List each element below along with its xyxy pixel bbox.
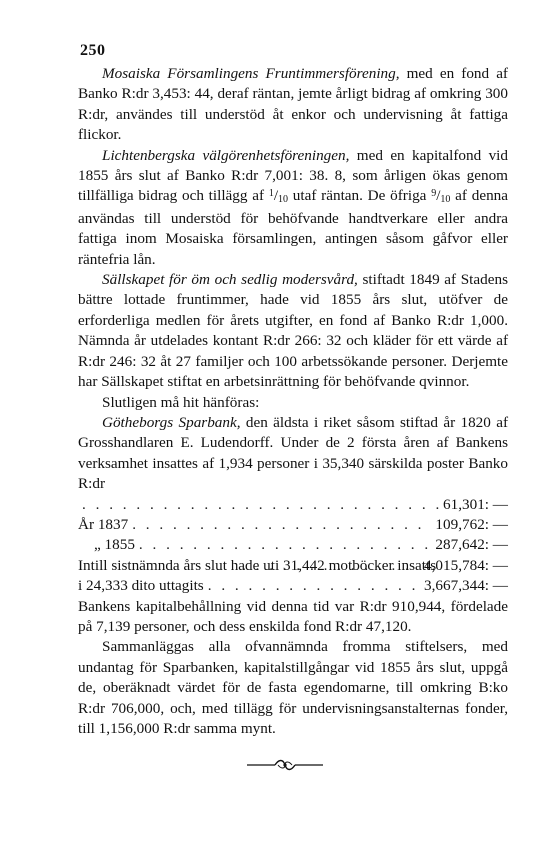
typographic-ornament-icon: [245, 758, 325, 772]
paragraph-lichtenbergska: Lichtenbergska välgörenhetsföreningen, med en kapitalfond vid 1855 års slut af Banko R:dr 7,001: 38. 8, som årligen ökas genom tillfälliga bidrag och tillägg af $^1$/10 utaf räntan. De öfriga $^9$/10 af denna användas till understöd för behöfvande handtverkare eller andra fattiga inom Mosaiska församlingen, antingen såsom gåfvor eller räntefria lån.: [78, 146, 509, 268]
ledger-label: „ 1855: [94, 536, 135, 554]
paragraph-text: utaf räntan. De öfriga: [288, 187, 432, 205]
leader-dots: [139, 535, 432, 555]
paragraph-sammanlaggning: Sammanläggas alla ofvannämnda fromma stiftelsers, med undantag för Sparbanken, kapitalstillgångar vid 1855 års slut, uppgå de, oberäknadt värdet för de fasta egendomarne, till omkring B:ko R:dr 706,000, och, med tillägg för undervisningsanstalternas fonder, till 1,156,000 R:dr samma mynt.: [78, 638, 508, 738]
leader-dots: [132, 515, 431, 535]
page-body: [78, 64, 508, 739]
ledger-intro: Intill sistnämnda års slut hade uti 31,442 motböcker insatts: [78, 556, 437, 574]
paragraph-text: med en fond af Banko R:dr 3,453: 44, deraf räntan, jemte årligt bidrag af omkring 300 R:dr, användes till understöd åt enkor och undervisning åt fattiga flickor.: [78, 65, 508, 144]
ledger-label: i 24,333 dito uttagits: [78, 577, 204, 595]
fraction-denominator: 10: [440, 194, 451, 206]
ledger-value: 287,642: —: [435, 536, 508, 554]
paragraph-lead: Götheborgs Sparbank,: [102, 413, 241, 431]
ledger-value: 4,015,784: —: [424, 556, 508, 574]
ledger-row: [78, 515, 508, 535]
paragraph-kapitalbehallning: Bankens kapitalbehållning vid denna tid var R:dr 910,944, fördelade på 7,139 personer, och dess enskilda fond R:dr 47,120.: [78, 597, 508, 635]
ledger-row: [78, 535, 508, 555]
fraction-numerator: 9: [431, 188, 437, 200]
paragraph-sparbank: [78, 413, 508, 495]
paragraph-lead: Sällskapet för öm och sedlig modersvård,: [102, 271, 358, 289]
ledger-value: 3,667,344: —: [424, 577, 508, 595]
paragraph-text: med en kapitalfond vid 1855 års slut af Banko R:dr 7,001: 38. 8, som årligen ökas genom tillfälliga bidrag och tillägg af: [78, 146, 508, 205]
leader-dots: [82, 495, 439, 515]
fraction-numerator: 1: [268, 188, 274, 200]
ledger-row: [78, 495, 508, 515]
paragraph-intro-list: Slutligen må hit hänföras:: [102, 393, 260, 411]
paragraph-lead: Mosaiska Församlingens Fruntimmersförening,: [102, 65, 400, 82]
ledger-value: 61,301: —: [443, 495, 508, 513]
paragraph-text: den äldsta i riket såsom stiftad år 1820 af Grosshandlaren E. Ludendorff. Under de 2 första åren af Bankens verksamhet insattes af 1,934 personer i 35,340 särskilda poster Banko R:dr: [78, 413, 509, 493]
paragraph-text: stiftadt 1849 af Stadens bättre lottade fruntimmer, hade vid 1855 års slut, utöfver de erforderliga medlen för årets utgifter, en fond af Banko R:dr 1,000. Nämnda år utdelades kontant R:dr 266: 32 och kläder för ett värde af R:dr 246: 32 åt 27 familjer och 100 arbetssökande personer. Derjemte har Sällskapet stiftat en arbetsinrättning för behöfvande qvinnor.: [78, 271, 508, 391]
fraction-denominator: 10: [278, 194, 289, 206]
paragraph-fruntimmersforening: [78, 64, 508, 146]
paragraph-text: af denna användas till understöd för behöfvande handtverkare eller andra fattiga inom Mosaiska församlingen, antingen såsom gåfvor eller räntefria lån.: [78, 187, 509, 268]
page-number: 250: [80, 42, 106, 59]
ledger-value: 109,762: —: [435, 515, 508, 533]
paragraph-modersvard: [78, 270, 508, 392]
paragraph-lead: Lichtenbergska välgörenhetsföreningen,: [102, 146, 350, 164]
leader-dots: [242, 556, 420, 576]
ledger-row: [78, 576, 508, 596]
ledger-label: År 1837: [78, 515, 129, 533]
leader-dots: [208, 576, 420, 596]
